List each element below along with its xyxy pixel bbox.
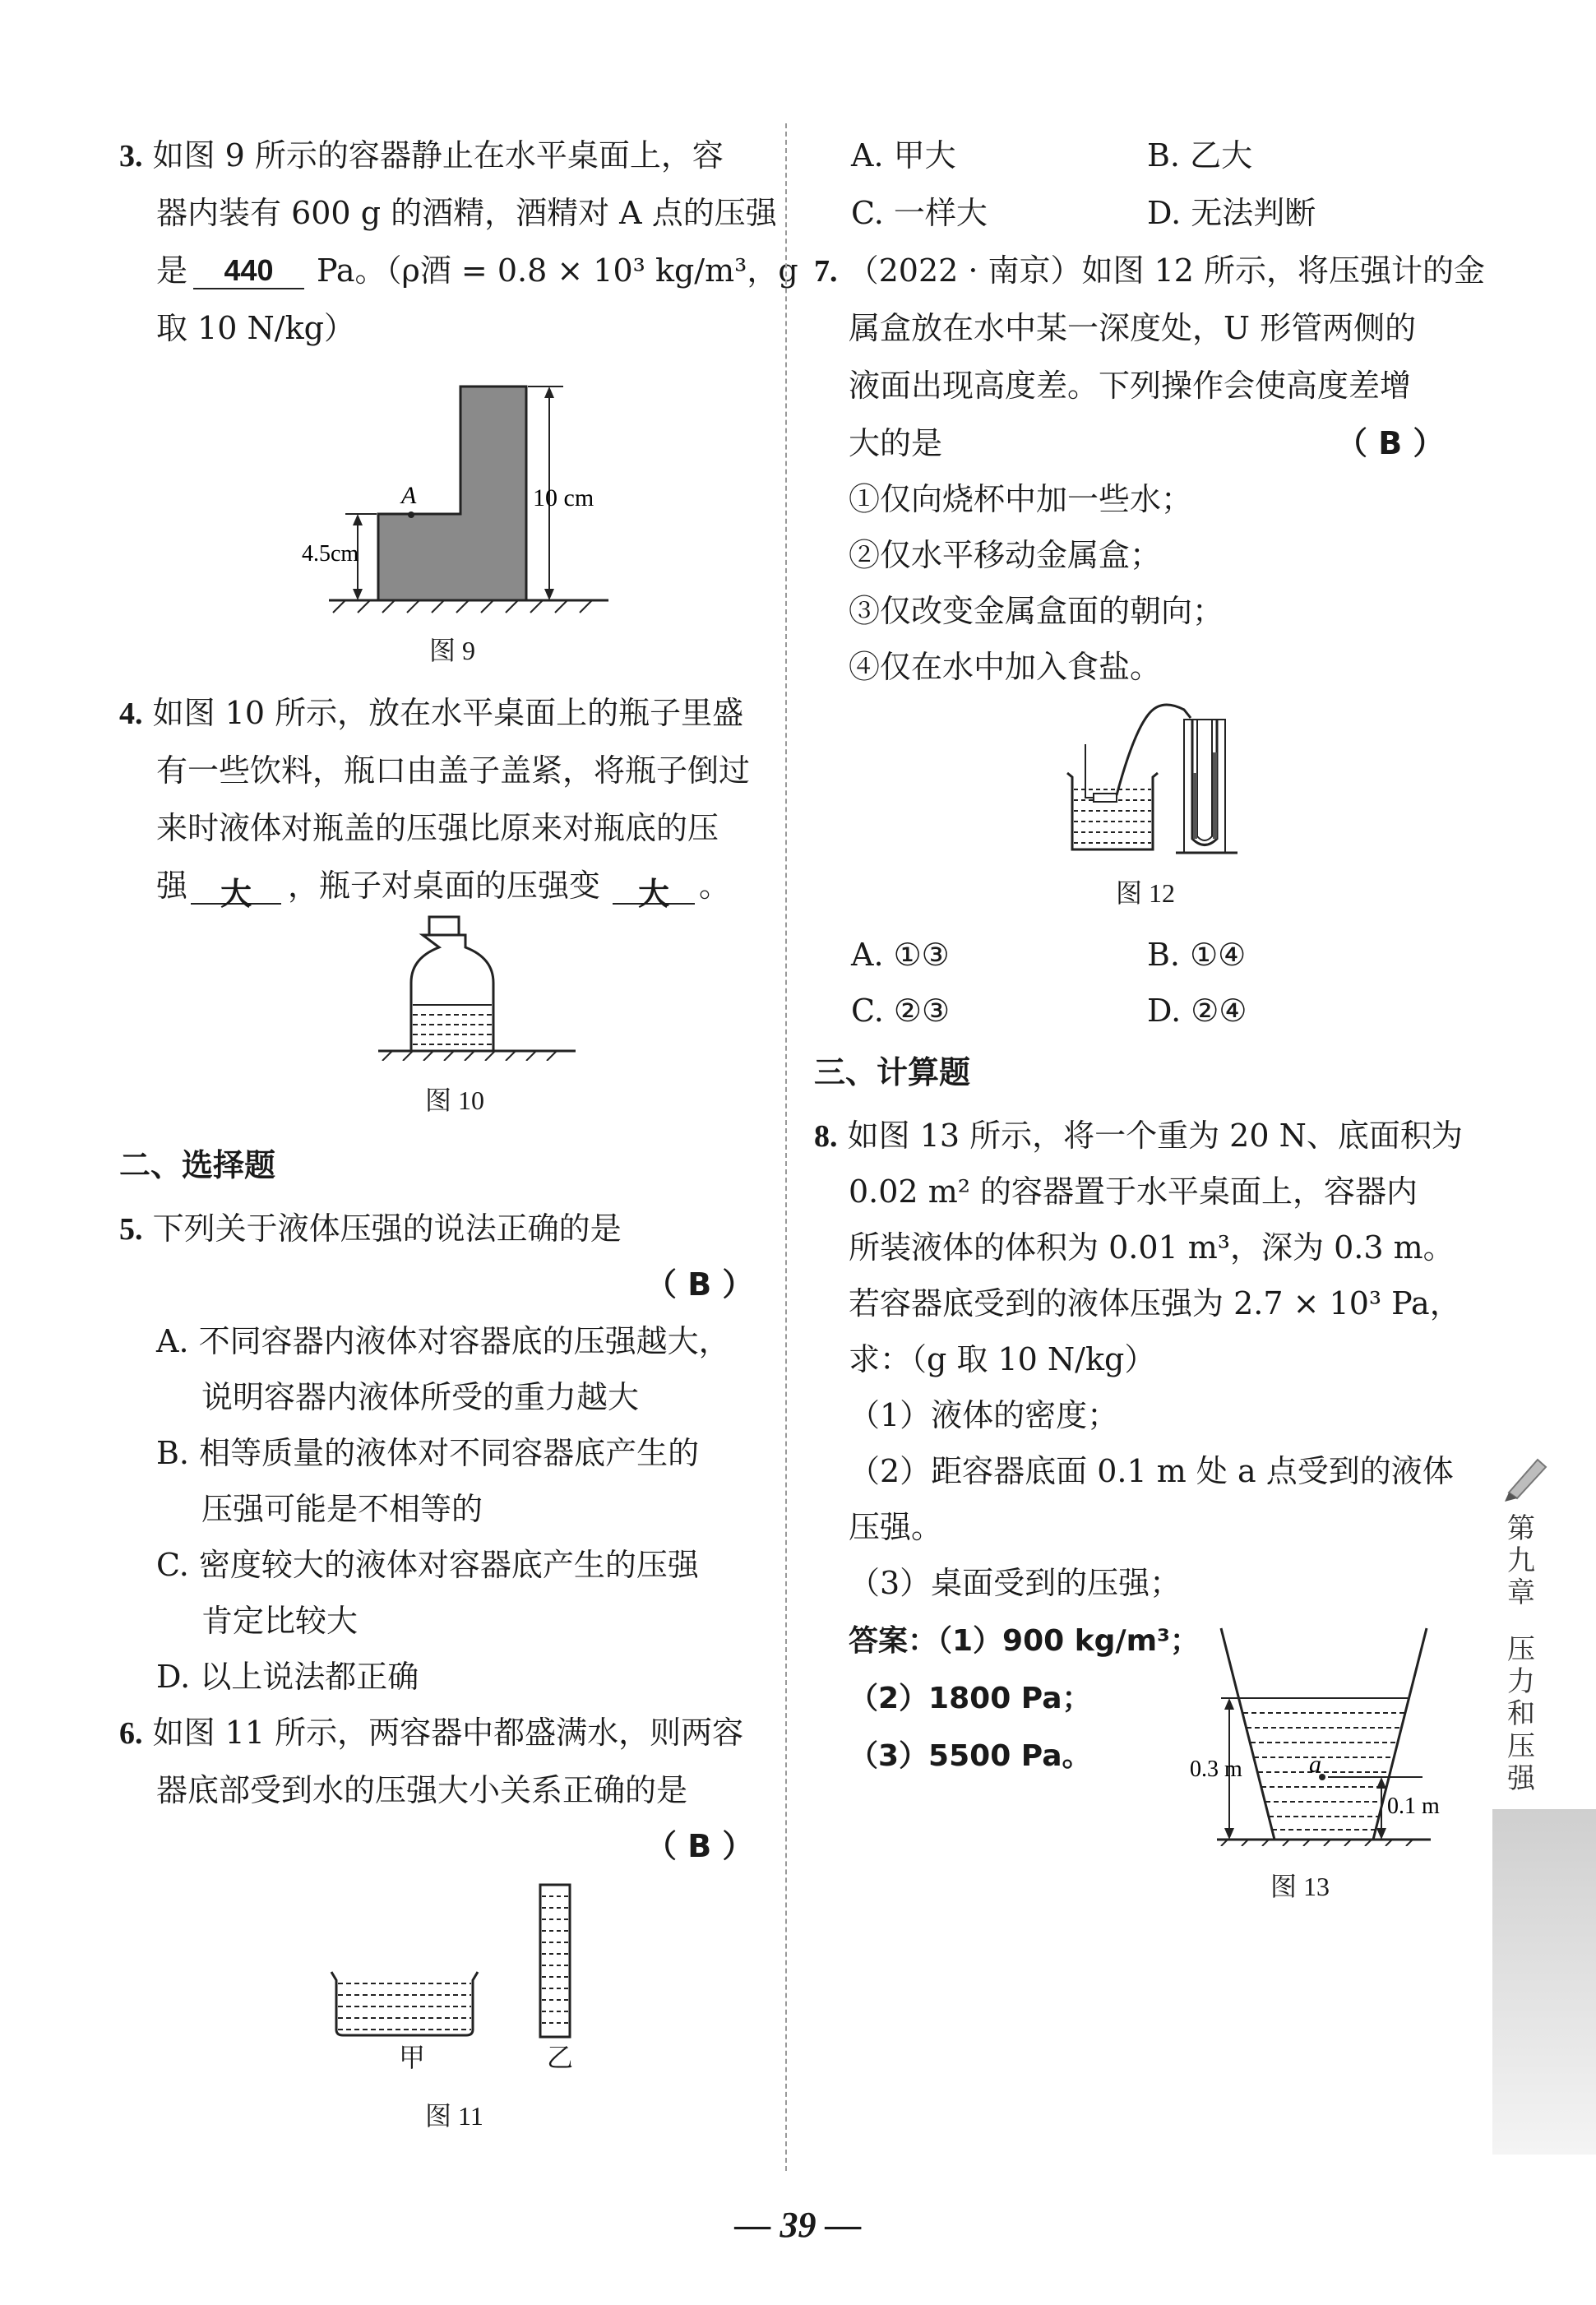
q7-option-c: C. ②③ — [851, 993, 951, 1029]
q4-answer-1: 大 — [220, 877, 252, 912]
q8-line-5: 求：（g 取 10 N/kg） — [849, 1341, 1156, 1377]
q8-answer-2: （2）1800 Pa； — [849, 1682, 1092, 1715]
q7-line-4: 大的是 — [849, 425, 943, 461]
q7-line-3: 液面出现高度差。下列操作会使高度差增 — [849, 368, 1412, 404]
figure-13-label-0-1m: 0.1 m — [1387, 1794, 1440, 1819]
q8-text-1: 如图 13 所示，将一个重为 20 N、底面积为 — [847, 1118, 1463, 1154]
q8-line-1 — [814, 1120, 1463, 1152]
figure-12 — [1061, 695, 1250, 859]
q3-line-3-pre: 是 — [156, 252, 188, 289]
figure-10 — [370, 913, 584, 1061]
q4-line-1 — [119, 697, 743, 729]
q7-option-a: A. ①③ — [851, 937, 950, 973]
column-divider — [785, 123, 787, 2171]
page-number: — 39 — — [734, 2205, 862, 2245]
q8-line-4: 若容器底受到的液体压强为 2.7 × 10³ Pa， — [849, 1285, 1461, 1321]
q8-part-3: （3）桌面受到的压强； — [849, 1565, 1182, 1601]
q6-number: 6. — [119, 1716, 143, 1751]
q5-option-a-cont: 说明容器内液体所受的重力越大 — [201, 1379, 640, 1415]
figure-13-caption: 图 13 — [1270, 1872, 1330, 1901]
q6-text-1: 如图 11 所示，两容器中都盛满水，则两容 — [152, 1715, 744, 1751]
q5-option-d: D. 以上说法都正确 — [156, 1659, 419, 1695]
q7-line-1 — [814, 252, 1486, 289]
figure-9-label-4-5cm: 4.5cm — [302, 541, 359, 567]
q8-answer-3: （3）5500 Pa。 — [849, 1739, 1092, 1773]
q5-option-b-cont: 压强可能是不相等的 — [201, 1491, 483, 1527]
q7-option-b: B. ①④ — [1147, 937, 1247, 973]
pencil-icon — [1497, 1447, 1554, 1505]
q7-number: 7. — [814, 254, 838, 289]
q3-text-1: 如图 9 所示的容器静止在水平桌面上，容 — [152, 137, 724, 174]
q4-line-4-pre: 强 — [156, 868, 188, 904]
q3-answer-blank — [193, 288, 304, 289]
q3-line-3-post: Pa。（ρ酒 = 0.8 × 10³ kg/m³，g — [317, 252, 798, 289]
q5-answer-text: （ B ） — [645, 1266, 754, 1303]
q4-line-4-post: 。 — [699, 868, 731, 904]
section-3-title: 三、计算题 — [814, 1054, 971, 1090]
figure-9-caption: 图 9 — [429, 636, 476, 665]
q6-option-c: C. 一样大 — [851, 195, 988, 231]
figure-11-label-jia: 甲 — [399, 2042, 426, 2073]
q4-text-1: 如图 10 所示，放在水平桌面上的瓶子里盛 — [152, 695, 744, 731]
q5-answer — [645, 1266, 754, 1303]
q6-line-2: 器底部受到水的压强大小关系正确的是 — [156, 1772, 688, 1808]
q8-number: 8. — [814, 1119, 838, 1154]
q7-text-1: （2022 · 南京）如图 12 所示，将压强计的金 — [847, 252, 1486, 289]
q3-answer: 440 — [224, 253, 274, 287]
q3-number: 3. — [119, 139, 143, 174]
q3-line-1 — [119, 137, 724, 174]
section-2-title: 二、选择题 — [119, 1147, 276, 1183]
q5-line-1 — [119, 1210, 622, 1247]
q7-line-2: 属盒放在水中某一深度处，U 形管两侧的 — [849, 310, 1417, 346]
q5-number: 5. — [119, 1212, 143, 1247]
q7-item-3: ③仅改变金属盒面的朝向； — [849, 593, 1224, 629]
figure-13 — [1184, 1624, 1447, 1846]
figure-10-caption: 图 10 — [425, 1085, 485, 1115]
q6-option-a: A. 甲大 — [851, 137, 956, 174]
q8-answer-1: 答案：（1）900 kg/m³； — [849, 1624, 1200, 1658]
figure-12-caption: 图 12 — [1116, 878, 1176, 908]
q6-answer — [645, 1828, 754, 1864]
q5-stem: 下列关于液体压强的说法正确的是 — [152, 1210, 622, 1247]
q8-part-2-cont: 压强。 — [849, 1509, 943, 1545]
figure-13-label-0-3m: 0.3 m — [1190, 1757, 1242, 1782]
q3-line-4: 取 10 N/kg） — [156, 310, 355, 346]
q7-option-d: D. ②④ — [1147, 993, 1247, 1029]
q5-option-a: A. 不同容器内液体对容器底的压强越大， — [156, 1323, 730, 1359]
q8-line-3: 所装液体的体积为 0.01 m³，深为 0.3 m。 — [849, 1229, 1455, 1266]
figure-9 — [296, 370, 625, 617]
figure-11-caption: 图 11 — [425, 2101, 483, 2131]
figure-11-label-yi: 乙 — [547, 2042, 574, 2073]
q6-line-1 — [119, 1717, 743, 1749]
q8-part-1: （1）液体的密度； — [849, 1397, 1119, 1433]
q4-line-4-mid: ，瓶子对桌面的压强变 — [288, 868, 601, 904]
q3-line-2: 器内装有 600 g 的酒精，酒精对 A 点的压强 — [156, 195, 777, 231]
figure-9-label-10cm: 10 cm — [533, 484, 594, 511]
q6-option-d: D. 无法判断 — [1147, 195, 1316, 231]
q4-line-3: 来时液体对瓶盖的压强比原来对瓶底的压 — [156, 810, 719, 846]
q7-item-2: ②仅水平移动金属盒； — [849, 537, 1162, 573]
q8-part-2: （2）距容器底面 0.1 m 处 a 点受到的液体 — [849, 1453, 1454, 1489]
q5-option-c: C. 密度较大的液体对容器底产生的压强 — [156, 1547, 699, 1583]
q7-item-4: ④仅在水中加入食盐。 — [849, 649, 1162, 685]
q4-line-2: 有一些饮料，瓶口由盖子盖紧，将瓶子倒过 — [156, 752, 751, 789]
q5-option-c-cont: 肯定比较大 — [201, 1603, 359, 1639]
q4-number: 4. — [119, 697, 143, 731]
q7-answer-text: （ B ） — [1336, 425, 1445, 461]
q7-item-1: ①仅向烧杯中加一些水； — [849, 481, 1193, 517]
chapter-side-tab: 第 九 章 压 力 和 压 强 — [1507, 1512, 1535, 1795]
q4-answer-2: 大 — [637, 877, 669, 912]
q6-answer-text: （ B ） — [645, 1828, 754, 1864]
figure-9-label-a: A — [401, 482, 417, 509]
q5-option-b: B. 相等质量的液体对不同容器底产生的 — [156, 1435, 700, 1471]
q6-option-b: B. 乙大 — [1147, 137, 1253, 174]
q7-answer — [1336, 425, 1445, 461]
q8-line-2: 0.02 m² 的容器置于水平桌面上，容器内 — [849, 1173, 1418, 1210]
figure-13-label-a: a — [1309, 1751, 1321, 1778]
side-gradient-bar — [1492, 1809, 1596, 2155]
